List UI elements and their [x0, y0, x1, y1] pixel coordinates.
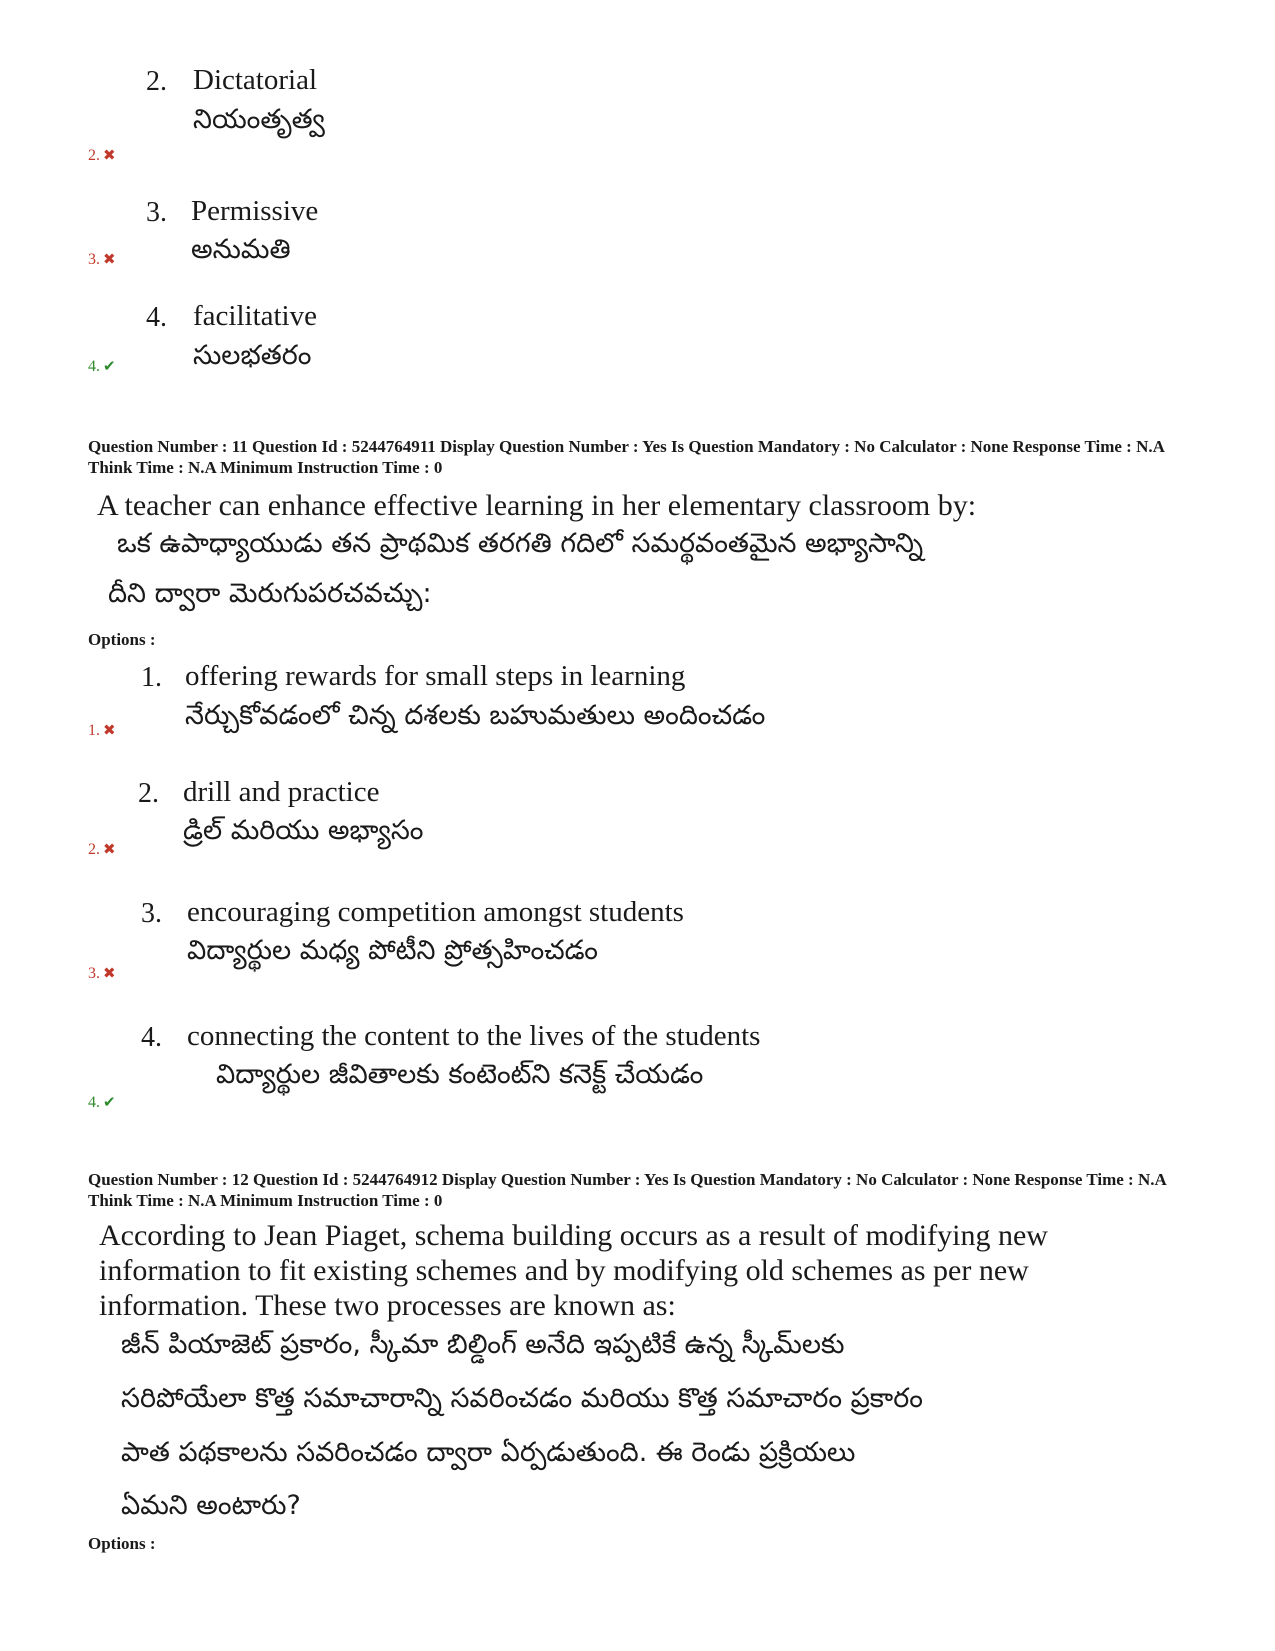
option-text-te: డ్రిల్ మరియు అభ్యాసం [183, 815, 424, 846]
wrong-answer-marker [88, 250, 116, 269]
marker-number: 2. [88, 841, 100, 858]
option-text-te: నేర్చుకోవడంలో చిన్న దశలకు బహుమతులు అందించడం [185, 700, 766, 731]
correct-answer-marker [88, 1093, 116, 1112]
cross-icon: ✖ [103, 840, 116, 858]
option-text-en: offering rewards for small steps in learning [185, 660, 686, 692]
option-text-en: facilitative [193, 300, 317, 332]
marker-number: 4. [88, 358, 100, 375]
wrong-answer-marker [88, 721, 116, 740]
marker-number: 3. [88, 251, 100, 268]
cross-icon: ✖ [103, 250, 116, 268]
option-number: 2. [146, 66, 167, 97]
wrong-answer-marker [88, 840, 116, 859]
question-text-te: ఏమని అంటారు? [121, 1490, 301, 1521]
cross-icon: ✖ [103, 964, 116, 982]
option-text-en: encouraging competition amongst students [187, 896, 684, 928]
question-text-en: According to Jean Piaget, schema building occurs as a result of modifying new information to fit existing schemes and by modifying old schemes as per new information. These two processes are known as: [99, 1219, 1048, 1322]
wrong-answer-marker [88, 146, 116, 165]
options-label: Options : [88, 630, 156, 649]
marker-number: 3. [88, 965, 100, 982]
option-text-en: Permissive [191, 195, 319, 227]
question-text-te: జీన్ పియాజెట్ ప్రకారం, స్కీమా బిల్డింగ్ అనేది ఇప్పటికే ఉన్న స్కీమ్‌లకు [121, 1329, 845, 1360]
options-label: Options : [88, 1534, 156, 1553]
option-text-en: connecting the content to the lives of the students [187, 1020, 761, 1052]
option-number: 3. [146, 197, 167, 228]
cross-icon: ✖ [103, 721, 116, 739]
check-icon: ✔ [103, 1093, 116, 1111]
question-meta: Question Number : 12 Question Id : 5244764912 Display Question Number : Yes Is Question Mandatory : No Calculator : None Response Time : N.A Think Time : N.A Minimum Instruction Time : 0 [88, 1170, 1166, 1210]
marker-number: 4. [88, 1094, 100, 1111]
option-number: 4. [141, 1022, 162, 1053]
option-text-te: నియంతృత్వ [193, 104, 325, 135]
question-meta: Question Number : 11 Question Id : 5244764911 Display Question Number : Yes Is Question Mandatory : No Calculator : None Response Time : N.A Think Time : N.A Minimum Instruction Time : 0 [88, 437, 1164, 477]
option-text-en: Dictatorial [193, 64, 318, 96]
option-text-en: drill and practice [183, 776, 380, 808]
wrong-answer-marker [88, 964, 116, 983]
option-text-te: అనుమతి [191, 234, 291, 265]
question-text-te: పాత పథకాలను సవరించడం ద్వారా ఏర్పడుతుంది. ఈ రెండు ప్రక్రియలు [121, 1437, 856, 1468]
marker-number: 2. [88, 147, 100, 164]
correct-answer-marker [88, 357, 116, 376]
option-number: 1. [141, 662, 162, 693]
cross-icon: ✖ [103, 146, 116, 164]
option-number: 4. [146, 302, 167, 333]
option-text-te: సులభతరం [193, 340, 312, 371]
check-icon: ✔ [103, 357, 116, 375]
question-text-te: దీని ద్వారా మెరుగుపరచవచ్చు: [108, 578, 432, 609]
option-text-te: విద్యార్థుల మధ్య పోటీని ప్రోత్సహించడం [187, 935, 598, 966]
option-number: 2. [138, 778, 159, 809]
question-text-te: ఒక ఉపాధ్యాయుడు తన ప్రాథమిక తరగతి గదిలో సమర్థవంతమైన అభ్యాసాన్ని [117, 528, 924, 559]
marker-number: 1. [88, 722, 100, 739]
question-text-te: సరిపోయేలా కొత్త సమాచారాన్ని సవరించడం మరియు కొత్త సమాచారం ప్రకారం [121, 1383, 923, 1414]
option-number: 3. [141, 898, 162, 929]
option-text-te: విద్యార్థుల జీవితాలకు కంటెంట్‌ని కనెక్ట్ చేయడం [216, 1059, 704, 1090]
question-text-en: A teacher can enhance effective learning in her elementary classroom by: [97, 489, 977, 522]
